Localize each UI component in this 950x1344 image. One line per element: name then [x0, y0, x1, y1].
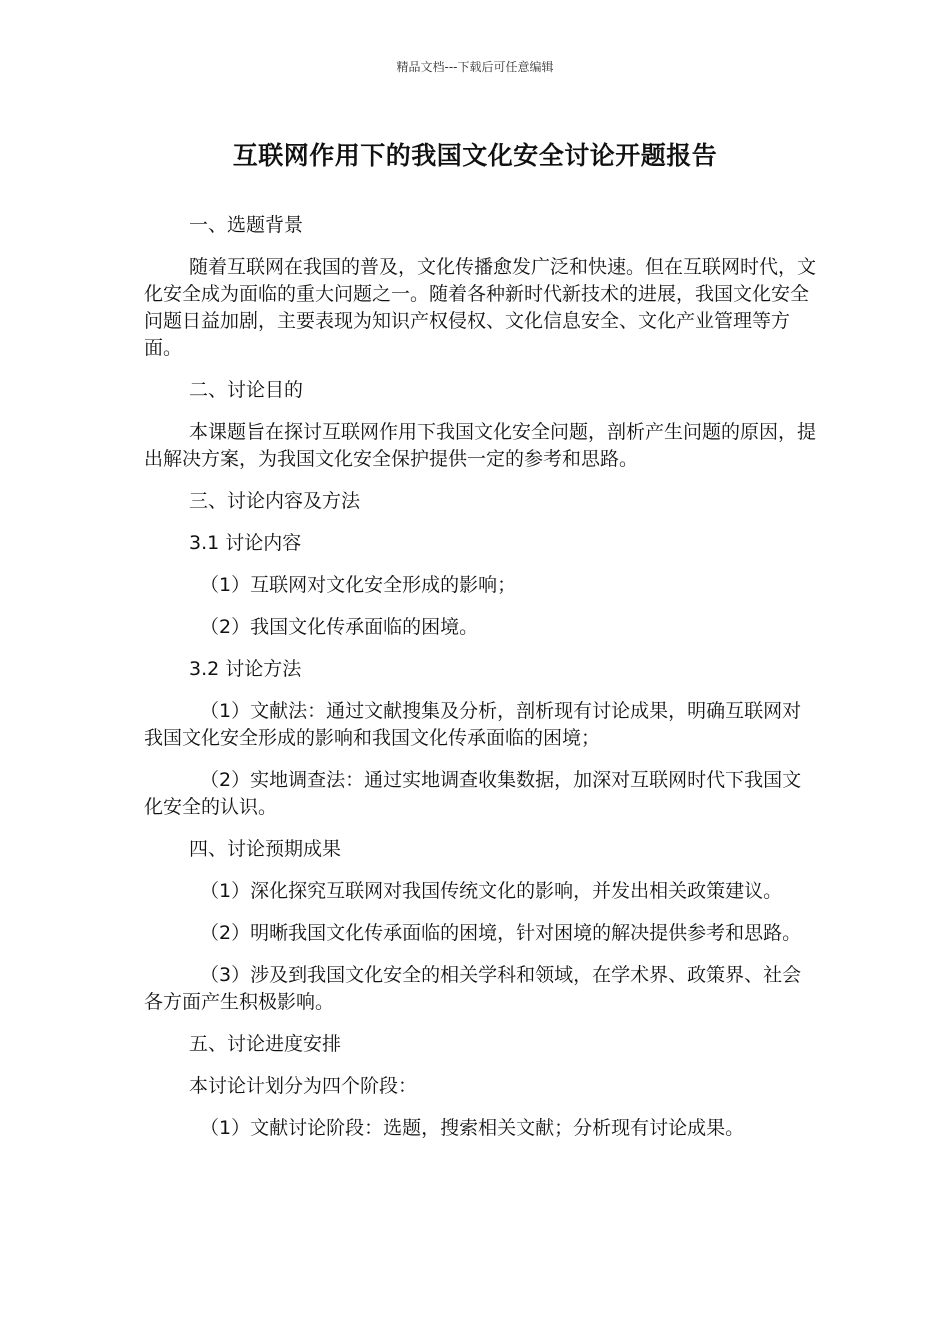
- section-heading-content-methods: 三、讨论内容及方法: [189, 490, 361, 512]
- section-heading-expected-results: 四、讨论预期成果: [189, 838, 342, 860]
- section-heading-background: 一、选题背景: [189, 214, 304, 236]
- section-heading-schedule: 五、讨论进度安排: [189, 1033, 342, 1055]
- list-item: （1）文献法：通过文献搜集及分析，剖析现有讨论成果，明确互联网对我国文化安全形成的影响和我国文化传承面临的困境；: [144, 700, 802, 749]
- paragraph-schedule: 本讨论计划分为四个阶段：: [189, 1075, 418, 1097]
- list-item: （3）涉及到我国文化安全的相关学科和领域，在学术界、政策界、社会各方面产生积极影响。: [144, 964, 802, 1013]
- list-item: （1）互联网对文化安全形成的影响；: [200, 574, 517, 596]
- list-item: （2）明晰我国文化传承面临的困境，针对困境的解决提供参考和思路。: [200, 922, 802, 944]
- document-body: [144, 212, 816, 1157]
- subheading-content: 3.1 讨论内容: [189, 532, 302, 554]
- list-item: （1）文献讨论阶段：选题，搜索相关文献；分析现有讨论成果。: [200, 1117, 745, 1139]
- subheading-methods: 3.2 讨论方法: [189, 658, 302, 680]
- document-title: 互联网作用下的我国文化安全讨论开题报告: [232, 141, 718, 170]
- page-header: 精品文档---下载后可任意编辑: [396, 60, 554, 74]
- list-item: （2）我国文化传承面临的困境。: [200, 616, 479, 638]
- list-item: （2）实地调查法：通过实地调查收集数据，加深对互联网时代下我国文化安全的认识。: [144, 769, 802, 818]
- paragraph-purpose: 本课题旨在探讨互联网作用下我国文化安全问题，剖析产生问题的原因，提出解决方案，为我国文化安全保护提供一定的参考和思路。: [144, 421, 817, 470]
- paragraph-background: 随着互联网在我国的普及，文化传播愈发广泛和快速。但在互联网时代，文化安全成为面临的重大问题之一。随着各种新时代新技术的进展，我国文化安全问题日益加剧，主要表现为知识产权侵权、文化信息安全、文化产业管理等方面。: [144, 256, 817, 359]
- list-item: （1）深化探究互联网对我国传统文化的影响，并发出相关政策建议。: [200, 880, 783, 902]
- section-heading-purpose: 二、讨论目的: [189, 379, 304, 401]
